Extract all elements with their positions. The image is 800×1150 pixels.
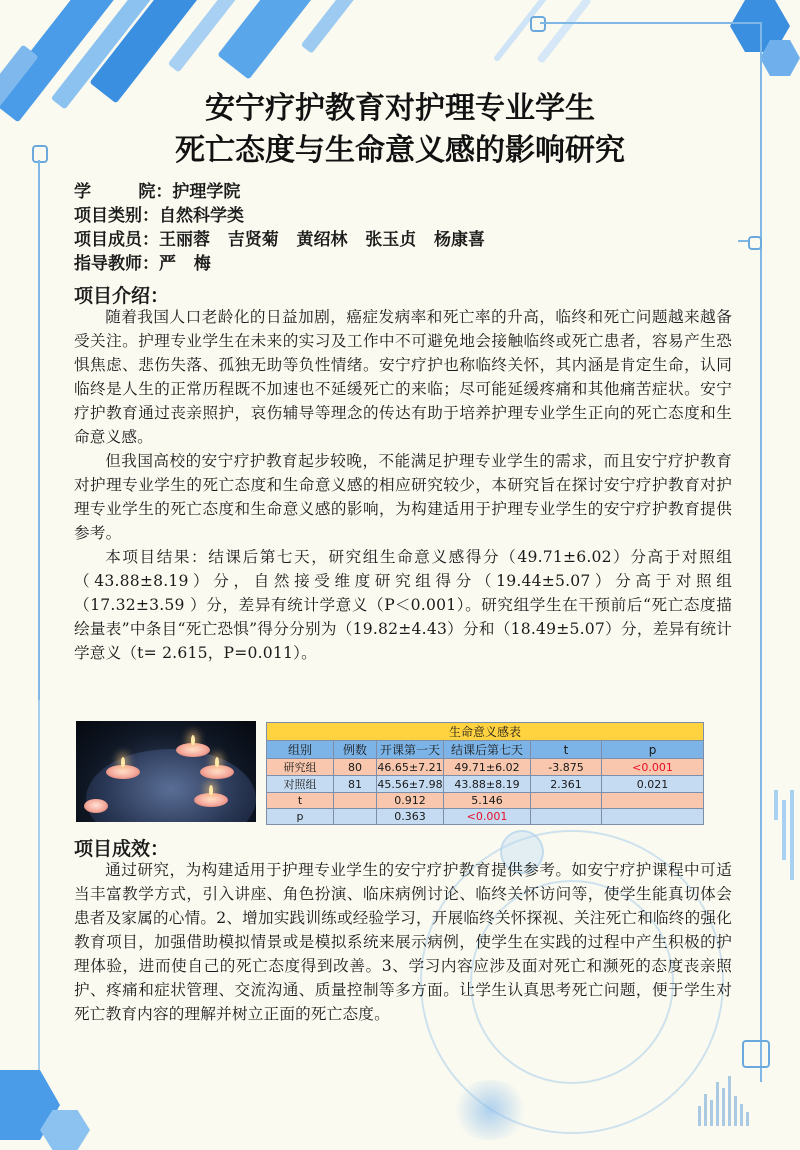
meta-college: 学 院：护理学院 <box>74 182 241 202</box>
intro-body <box>74 305 732 665</box>
meta-members: 项目成员：王丽蓉 吉贤菊 黄绍林 张玉贞 杨康喜 <box>74 230 486 250</box>
project-meta <box>74 180 485 276</box>
table-row: p 0.363 <0.001 <box>267 809 704 825</box>
title-line-1: 安宁疗护教育对护理专业学生 <box>205 91 595 126</box>
table-row: 对照组 81 45.56±7.98 43.88±8.19 2.361 0.021 <box>267 776 704 793</box>
table-caption: 生命意义感表 <box>267 723 704 741</box>
meaning-of-life-table <box>266 722 704 825</box>
col-day1: 开课第一天 <box>377 741 444 759</box>
col-p: p <box>602 741 704 759</box>
meta-category: 项目类别：自然科学类 <box>74 206 244 226</box>
table-row: t 0.912 5.146 <box>267 793 704 809</box>
page-title <box>0 88 800 172</box>
candle-photo <box>76 721 256 822</box>
col-group: 组别 <box>267 741 334 759</box>
col-t: t <box>531 741 602 759</box>
intro-paragraph-2: 但我国高校的安宁疗护教育起步较晚，不能满足护理专业学生的需求，而且安宁疗护教育对护理专业学生的死亡态度和生命意义感的相应研究较少，本研究旨在探讨安宁疗护教育对护理专业学生的死亡态度和生命意义感的影响，为构建适用于护理专业学生的安宁疗护教育提供参考。 <box>74 452 732 542</box>
intro-heading: 项目介绍： <box>74 285 170 307</box>
meta-advisor: 指导教师：严 梅 <box>74 254 211 274</box>
title-line-2: 死亡态度与生命意义感的影响研究 <box>175 133 625 168</box>
intro-paragraph-1: 随着我国人口老龄化的日益加剧，癌症发病率和死亡率的升高，临终和死亡问题越来越备受关注。护理专业学生在未来的实习及工作中不可避免地会接触临终或死亡患者，容易产生恐惧焦虑、悲伤失落、孤独无助等负性情绪。安宁疗护也称临终关怀，其内涵是肯定生命，认同临终是人生的正常历程既不加速也不延缓死亡的来临；尽可能延缓疼痛和其他痛苦症状。安宁疗护教育通过丧亲照护，哀伤辅导等理念的传达有助于培养护理专业学生正向的死亡态度和生命意义感。 <box>74 308 732 446</box>
table-row: 研究组 80 46.65±7.21 49.71±6.02 -3.875 <0.001 <box>267 759 704 776</box>
results-paragraph: 通过研究，为构建适用于护理专业学生的安宁疗护教育提供参考。如安宁疗护课程中可适当丰富教学方式，引入讲座、角色扮演、临床病例讨论、临终关怀访问等，使学生能真切体会患者及家属的心情。2、增加实践训练或经验学习，开展临终关怀探视、关注死亡和临终的强化教育项目，加强借助模拟情景或是模拟系统来展示病例，使学生在实践的过程中产生积极的护理体验，进而使自己的死亡态度得到改善。3、学习内容应涉及面对死亡和濒死的态度丧亲照护、疼痛和症状管理、交流沟通、质量控制等多方面。让学生认真思考死亡问题，便于学生对死亡教育内容的理解并树立正面的死亡态度。 <box>74 861 732 1023</box>
intro-paragraph-3: 本项目结果：结课后第七天，研究组生命意义感得分（49.71±6.02）分高于对照组（43.88±8.19）分，自然接受维度研究组得分（19.44±5.07）分高于对照组（17.32±3.59 ）分，差异有统计学意义（P＜0.001）。研究组学生在干预前后“死亡态度描绘量表”中条目“死亡恐惧”得分分别为（19.82±4.43）分和（18.49±5.07）分，差异有统计学意义（t= 2.615，P=0.011）。 <box>74 548 732 662</box>
bar-decoration <box>696 1068 754 1126</box>
col-day7: 结课后第七天 <box>444 741 531 759</box>
results-body <box>74 858 732 1026</box>
col-count: 例数 <box>334 741 377 759</box>
table-header-row <box>267 741 704 759</box>
results-heading: 项目成效： <box>74 838 170 860</box>
